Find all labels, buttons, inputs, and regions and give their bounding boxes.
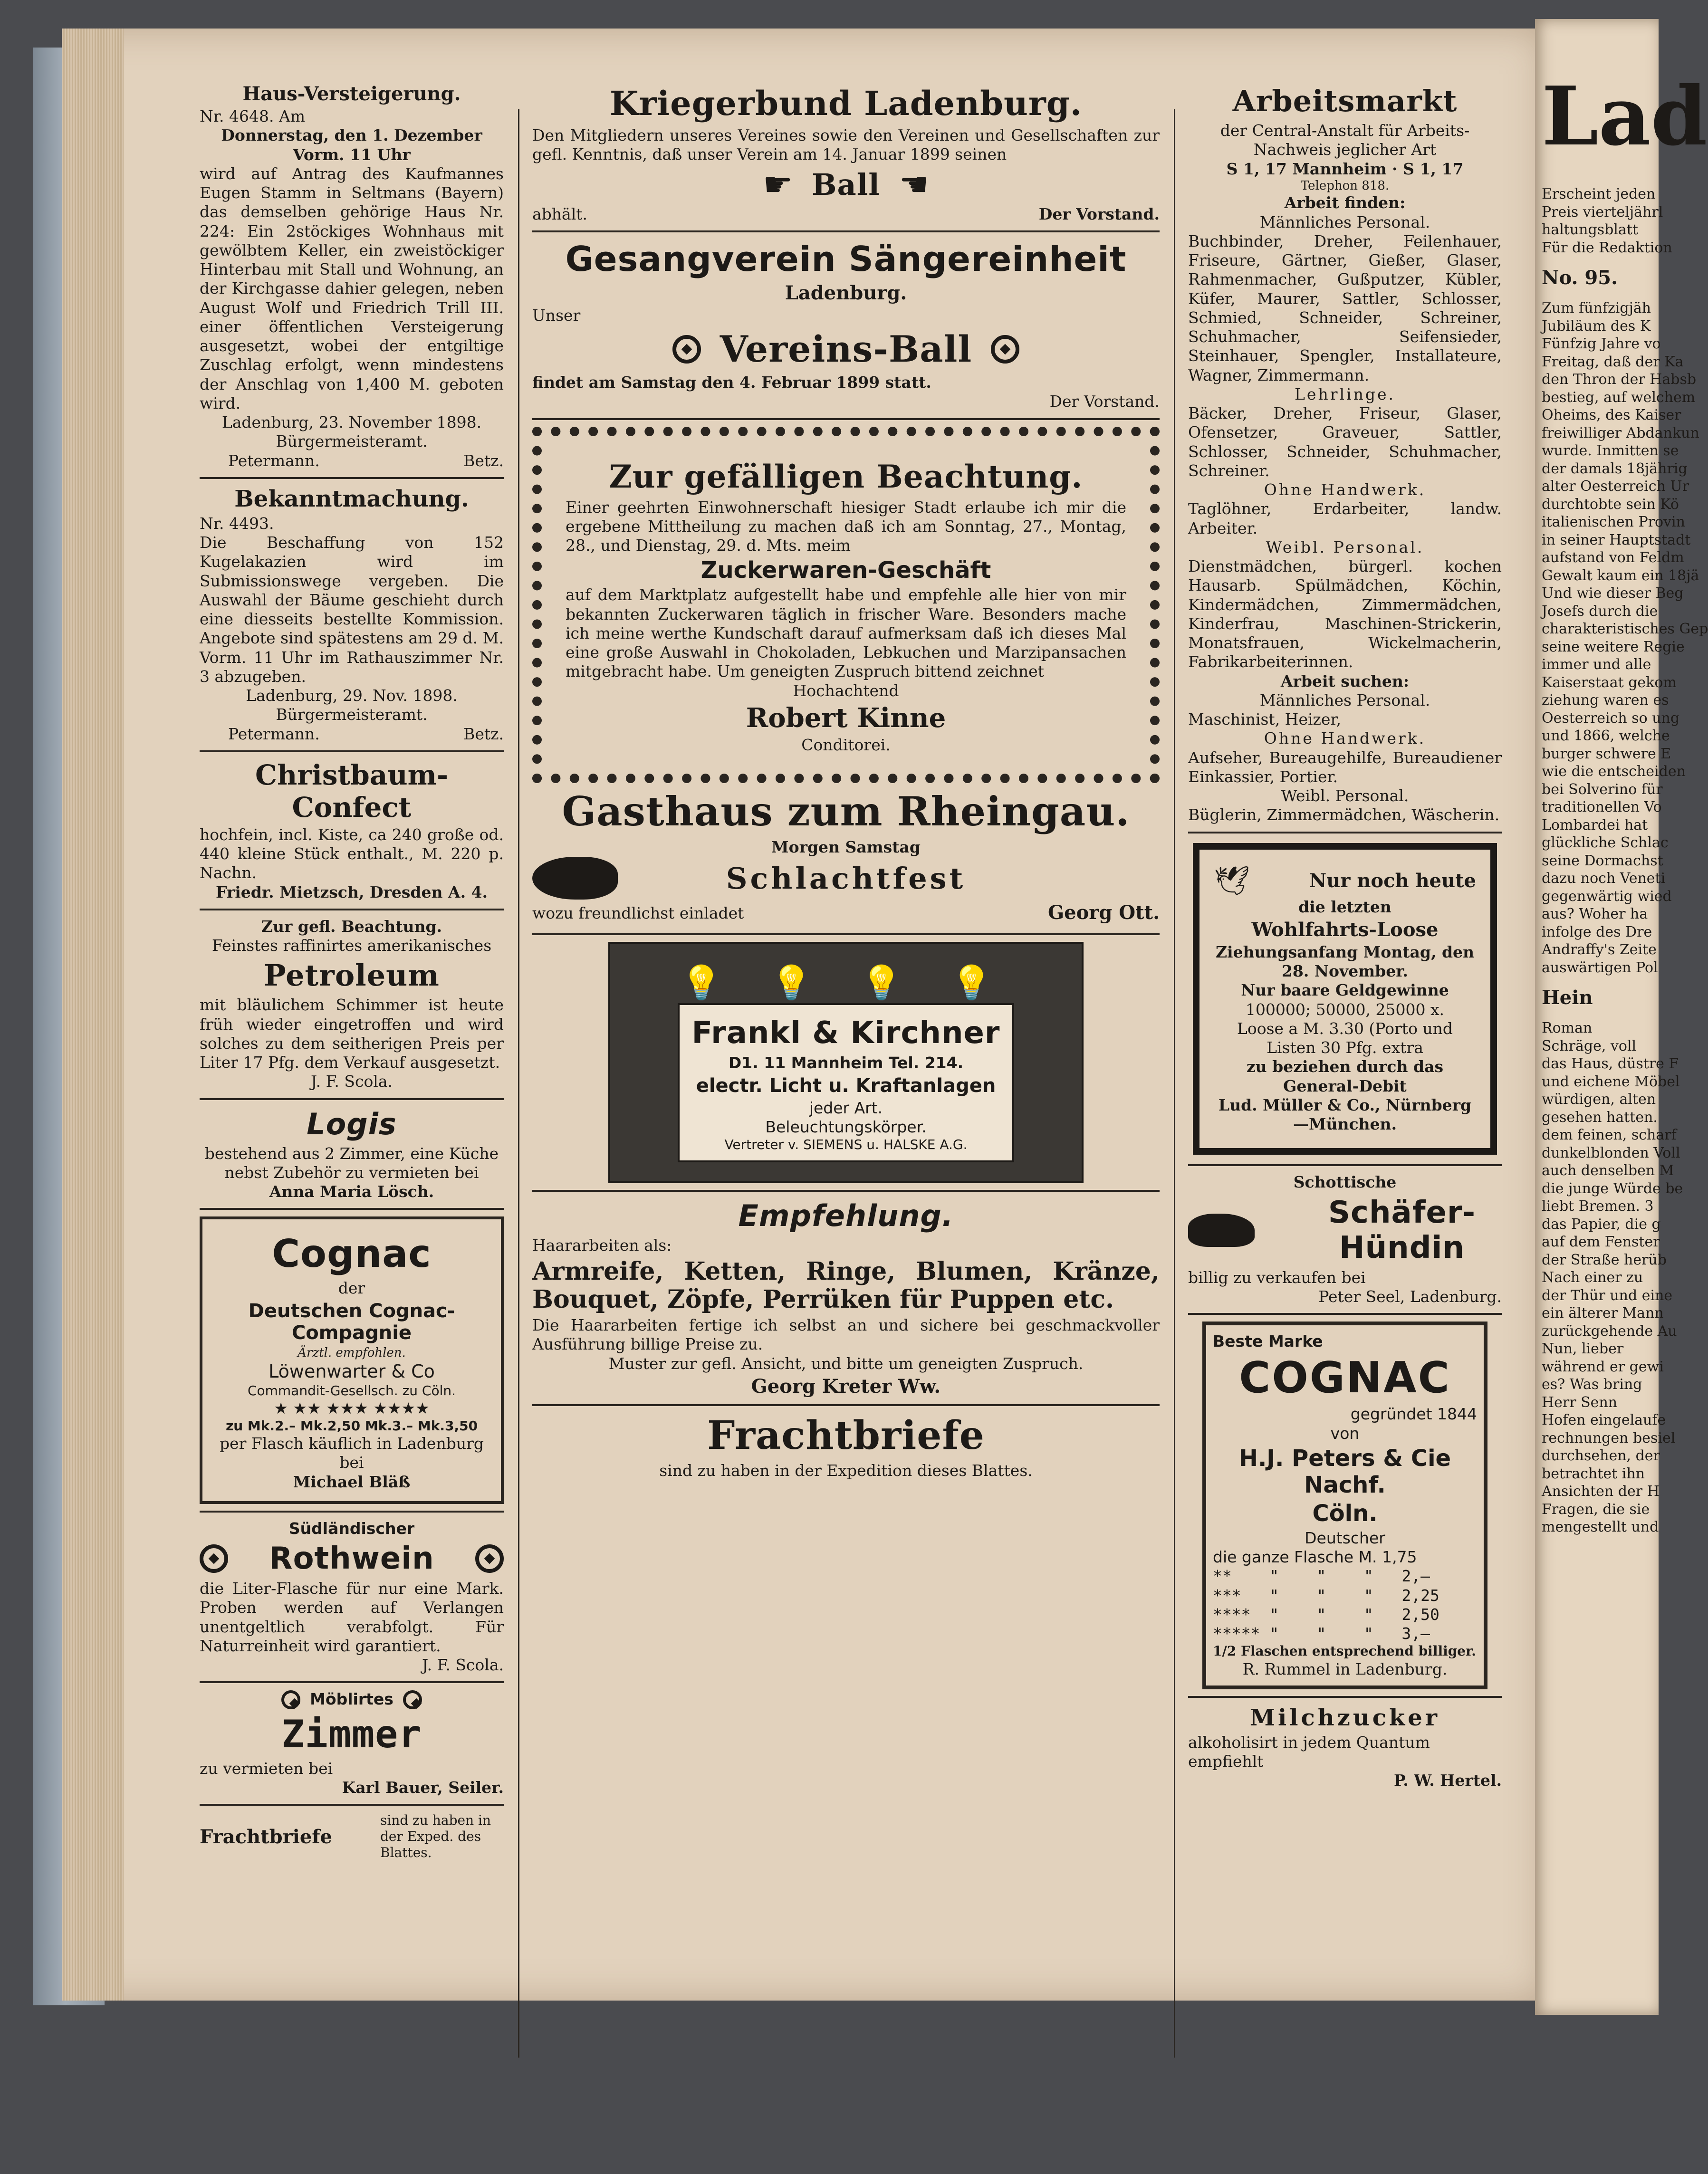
cognac1-der: der [338, 1279, 365, 1298]
arbeit-o-head: Ohne Handwerk. [1264, 480, 1426, 499]
empf-items: Armreife, Ketten, Ringe, Blumen, Kränze, Bouquet, Zöpfe, Perrüken für Puppen etc. [532, 1256, 1160, 1314]
arbeit-tel: Telephon 818. [1300, 178, 1390, 193]
hund-body: billig zu verkaufen bei [1188, 1268, 1366, 1287]
facing-page-line: dunkelblonden Voll [1542, 1144, 1680, 1161]
hund-sig: Peter Seel, Ladenburg. [1318, 1287, 1502, 1306]
ad-zuckerwaren [532, 427, 1160, 784]
rheingau-event-row [532, 857, 1160, 900]
facing-page-line: rechnungen besiel [1542, 1429, 1676, 1446]
ad-empfehlung [532, 1198, 1160, 1398]
facing-page-line: gegenwärtig wied [1542, 888, 1672, 905]
hund-row [1188, 1192, 1502, 1268]
lose-amounts: 100000; 50000, 25000 x. [1245, 1000, 1445, 1019]
facing-page-line: Zum fünfzigjäh [1542, 300, 1651, 316]
ad-frachtbriefe-large [532, 1413, 1160, 1480]
facing-page-line: Nun, lieber [1542, 1341, 1624, 1357]
hund-title: Schäfer-Hündin [1328, 1195, 1476, 1265]
facing-page-line: den Thron der Habsb [1542, 371, 1697, 388]
facing-page-line: und eichene Möbel [1542, 1073, 1680, 1090]
facing-page-line: haltungsblatt [1542, 221, 1638, 238]
ornament-icon [475, 1544, 504, 1573]
column-middle [532, 81, 1160, 1480]
petrol-sub: Feinstes raffinirtes amerikanisches [211, 936, 492, 955]
facing-page-line: freiwilliger Abdankun [1542, 424, 1699, 441]
facing-page-line: das Haus, düstre F [1542, 1055, 1679, 1072]
hund-head: Schottische [1293, 1173, 1397, 1192]
krieger-title: Kriegerbund Ladenburg. [609, 84, 1083, 123]
haus-nr: Nr. 4648. Am [200, 107, 306, 125]
krieger-sig: Der Vorstand. [1038, 204, 1160, 223]
facing-page-line: es? Was bring [1542, 1376, 1642, 1393]
lightbulb-icons: 💡 💡 💡 💡 [681, 963, 1011, 1003]
facing-page-line: Und wie dieser Beg [1542, 585, 1684, 602]
facing-page-line: auswärtigen Pol [1542, 959, 1658, 976]
facing-page-line: ein älterer Mann [1542, 1305, 1664, 1322]
facing-page-line: glückliche Schlac [1542, 834, 1669, 851]
zimmer-title: Zimmer [281, 1712, 422, 1756]
frankl-line2: jeder Art. [809, 1098, 883, 1117]
haus-body: wird auf Antrag des Kaufmannes Eugen Stamm in Seltmans (Bayern) das demselben gehörige Haus Nr. 224: Ein 2stöckiges Wohnhaus mit gewölbtem Keller, ein zweistöckiger Hinterbau mit Stall und Wohnung, an der Kirchgasse dahier gelegen, neben August Wolf und Friedrich Trill III. einer öffentlichen Versteigerung ausgesetzt, wobei der entgiltige Zuschlag erfolgt, wenn mindestens der Anschlag von 1,400 M. geboten wird. [200, 164, 504, 412]
facing-page-line: No. 95. [1542, 267, 1618, 289]
ad-gasthaus-rheingau [532, 788, 1160, 927]
pointing-hand-left-icon: ☚ [899, 165, 929, 204]
cognac1-maker: Löwenwarter & Co [269, 1361, 435, 1382]
divider [532, 1404, 1160, 1406]
ad-rothwein [200, 1519, 504, 1675]
milch-sig: P. W. Hertel. [1393, 1771, 1502, 1790]
frankl-panel [678, 1003, 1015, 1162]
rheingau-title: Gasthaus zum Rheingau. [562, 788, 1130, 835]
cognac2-p5: ***** " " " 3,— [1213, 1624, 1430, 1643]
facing-page-line: der damals 18jährig [1542, 460, 1688, 477]
lose-head-row [1214, 864, 1476, 898]
zucker-title: Zur gefälligen Beachtung. [609, 458, 1083, 495]
facing-page-line: durchsehen, der [1542, 1447, 1660, 1464]
page-edge [62, 29, 124, 2001]
facing-page-line: in seiner Hauptstadt [1542, 531, 1691, 548]
rothwein-title: Rothwein [269, 1541, 434, 1577]
zucker-greet: Hochachtend [793, 681, 899, 700]
facing-page-line: während er gewi [1542, 1358, 1664, 1375]
haus-sig-left: Petermann. [228, 451, 320, 470]
empf-title: Empfehlung. [738, 1198, 954, 1234]
facing-page-line: betrachtet ihn [1542, 1465, 1645, 1482]
cognac1-recommend: Ärztl. empfohlen. [297, 1345, 406, 1360]
rheingau-invite: wozu freundlichst einladet [532, 903, 744, 922]
cognac2-best: Beste Marke [1213, 1332, 1323, 1351]
haus-title: Haus-Versteigerung. [242, 83, 461, 105]
milch-title: Milchzucker [1249, 1704, 1440, 1731]
facing-page [1535, 19, 1708, 2015]
arbeit-sub: der Central-Anstalt für Arbeits-Nachweis jeglicher Art [1220, 121, 1470, 159]
facing-page-line: dazu noch Veneti [1542, 870, 1666, 887]
ornament-icon [672, 335, 701, 364]
ad-christbaum-confect [200, 759, 504, 902]
bekannt-sig-right: Betz. [463, 724, 504, 743]
christ-title: Christbaum-Confect [255, 758, 449, 824]
ornament-icon [403, 1690, 422, 1709]
krieger-foot [532, 205, 1160, 224]
facing-page-text [1535, 19, 1708, 1536]
divider [200, 1511, 504, 1513]
lose-draw: Ziehungsanfang Montag, den 28. November. [1215, 942, 1475, 981]
frankl-line3: Beleuchtungskörper. [765, 1117, 927, 1136]
gesang-place: Ladenburg. [785, 281, 907, 304]
divider [532, 230, 1160, 232]
frankl-line4: Vertreter v. SIEMENS u. HALSKE A.G. [724, 1137, 968, 1153]
ad-wohlfahrts-loose [1193, 843, 1497, 1155]
divider [532, 418, 1160, 420]
facing-page-line: ziehung waren es [1542, 692, 1669, 709]
arbeit-o-body: Taglöhner, Erdarbeiter, landw. Arbeiter. [1188, 499, 1502, 537]
ad-frachtbriefe-small [200, 1812, 504, 1861]
facing-page-line: Kaiserstaat gekom [1542, 674, 1677, 691]
facing-page-line: die junge Würde be [1542, 1180, 1683, 1197]
bekannt-sig-left: Petermann. [228, 724, 320, 743]
ad-milchzucker [1188, 1705, 1502, 1791]
facing-page-line: Für die Redaktion [1542, 239, 1672, 256]
bekannt-office: Bürgermeisteramt. [276, 705, 428, 724]
divider [532, 1190, 1160, 1192]
haus-signatures [200, 451, 504, 470]
facing-page-line: Hein [1542, 986, 1593, 1009]
bird-icon: 🕊 [1214, 864, 1250, 898]
lose-price: Loose a M. 3.30 (Porto und Listen 30 Pfg. extra [1237, 1019, 1453, 1057]
lose-via: zu beziehen durch das General-Debit [1246, 1057, 1444, 1095]
facing-page-line: Fragen, die sie [1542, 1501, 1650, 1518]
facing-page-line: burger schwere E [1542, 745, 1671, 762]
facing-page-line: Lombardei hat [1542, 816, 1648, 833]
arbeit-title: Arbeitsmarkt [1232, 84, 1458, 118]
cognac2-p2: ** " " " 2,— [1213, 1567, 1430, 1586]
divider [1188, 1164, 1502, 1166]
arbeit-sw-head: Weibl. Personal. [1281, 786, 1409, 805]
zimmer-sig: Karl Bauer, Seiler. [342, 1778, 504, 1797]
facing-page-line: alter Oesterreich Ur [1542, 478, 1689, 495]
arbeit-m-head: Männliches Personal. [1259, 212, 1430, 231]
arbeit-find: Arbeit finden: [1284, 193, 1406, 212]
rothwein-body: die Liter-Flasche für nur eine Mark. Proben werden auf Verlangen unentgeltlich verabfolgt. Für Naturreinheit wird garantiert. [200, 1579, 504, 1655]
arbeit-w-head: Weibl. Personal. [1266, 537, 1424, 556]
facing-page-line: mengestellt und [1542, 1519, 1659, 1535]
krieger-ball: Ball [812, 167, 880, 202]
divider [200, 477, 504, 479]
facing-page-line: Gewalt kaum ein 18jä [1542, 567, 1699, 584]
divider [1188, 1696, 1502, 1698]
zimmer-head-row [200, 1690, 504, 1709]
arbeit-sw-body: Büglerin, Zimmermädchen, Wäscherin. [1188, 805, 1500, 824]
arbeit-l-body: Bäcker, Dreher, Friseur, Glaser, Ofensetzer, Graveuer, Sattler, Schlosser, Schneider, Schuhmacher, Schreiner. [1188, 404, 1502, 480]
facing-page-line: Ansichten der H [1542, 1483, 1660, 1500]
divider [200, 750, 504, 752]
facing-page-line: Andraffy's Zeite [1542, 941, 1657, 958]
facing-page-line: wie die entscheiden [1542, 763, 1686, 780]
ornament-icon [281, 1690, 300, 1709]
cognac2-de: Deutscher [1305, 1528, 1385, 1547]
petrol-head: Zur gefl. Beachtung. [261, 917, 442, 936]
arbeit-addr: S 1, 17 Mannheim · S 1, 17 [1226, 159, 1464, 178]
ad-frankl-kirchner [608, 942, 1084, 1183]
arbeit-l-head: Lehrlinge. [1295, 384, 1395, 403]
facing-page-line: bei Solverino für [1542, 781, 1663, 798]
arbeit-so-head: Ohne Handwerk. [1264, 729, 1426, 748]
dog-icon [1188, 1214, 1255, 1247]
facing-page-line: Josefs durch die [1542, 603, 1658, 620]
cognac1-gesell: Commandit-Gesellsch. zu Cöln. [247, 1382, 456, 1398]
facing-page-line: aus? Woher ha [1542, 906, 1648, 922]
fracht2-title: Frachtbriefe [707, 1412, 985, 1458]
ad-haus-versteigerung [200, 83, 504, 470]
ad-gesangverein [532, 239, 1160, 412]
cognac2-sig: R. Rummel in Ladenburg. [1242, 1659, 1448, 1678]
arbeit-sm-body: Maschinist, Heizer, [1188, 710, 1342, 729]
pig-icon [532, 857, 618, 900]
christ-sender: Friedr. Mietzsch, Dresden A. 4. [215, 882, 488, 901]
column-left [200, 81, 504, 1861]
cognac2-p3: *** " " " 2,25 [1213, 1586, 1439, 1605]
logis-title: Logis [307, 1106, 397, 1141]
facing-page-line: Herr Senn [1542, 1394, 1618, 1411]
krieger-abhaelt: abhält. [532, 204, 588, 223]
cognac1-seller: Michael Bläß [293, 1472, 411, 1491]
divider [200, 1804, 504, 1806]
facing-page-line: italienischen Provin [1542, 514, 1685, 530]
frankl-line1: electr. Licht u. Kraftanlagen [696, 1074, 996, 1097]
divider [200, 1681, 504, 1683]
ornament-icon [991, 335, 1019, 364]
gesang-body: findet am Samstag den 4. Februar 1899 statt. [532, 373, 931, 392]
ad-kriegerbund [532, 84, 1160, 224]
cognac1-sold: per Flasch käuflich in Ladenburg bei [220, 1434, 484, 1472]
lose-sub: die letzten [1298, 897, 1391, 916]
ad-logis [200, 1107, 504, 1202]
facing-page-line: Freitag, daß der Ka [1542, 353, 1684, 370]
facing-page-line: gesehen hatten. [1542, 1109, 1658, 1126]
facing-page-line: aufstand von Feldm [1542, 549, 1684, 566]
haus-place: Ladenburg, 23. November 1898. [221, 413, 482, 431]
fracht2-body: sind zu haben in der Expedition dieses Blattes. [659, 1461, 1033, 1480]
petrol-sig: J. F. Scola. [310, 1072, 393, 1091]
facing-page-line: das Papier, die g [1542, 1216, 1661, 1233]
petrol-body: mit bläulichem Schimmer ist heute früh wieder eingetroffen und wird solches zu dem seitherigen Preis per Liter 17 Pfg. dem Verkauf ausgesetzt. [200, 996, 504, 1072]
gesang-ball: Vereins-Ball [720, 328, 972, 370]
facing-page-line: Roman [1542, 1020, 1593, 1036]
arbeit-m-body: Buchbinder, Dreher, Feilenhauer, Friseure, Gärtner, Gießer, Glaser, Rahmenmacher, Gußputzer, Kübler, Küfer, Maurer, Sattler, Schlosser, Schmied, Schneider, Schreiner, Schuhmacher, Seifensieder, Steinhauer, Spengler, Installateure, Wagner, Zimmermann. [1188, 231, 1502, 384]
cognac2-est: gegründet 1844 [1350, 1405, 1477, 1424]
facing-page-line: der Straße herüb [1542, 1251, 1667, 1268]
cognac2-brand: COGNAC [1239, 1353, 1451, 1403]
facing-page-line: Hofen eingelaufe [1542, 1412, 1666, 1428]
facing-page-line: immer und alle [1542, 656, 1651, 673]
bekannt-place: Ladenburg, 29. Nov. 1898. [246, 686, 458, 705]
facing-page-line: Nach einer zu [1542, 1269, 1643, 1286]
facing-page-line: Oheims, des Kaiser [1542, 407, 1681, 423]
milch-body: alkoholisirt in jedem Quantum empfiehlt [1188, 1733, 1430, 1771]
facing-page-line: und 1866, welche [1542, 728, 1670, 744]
petrol-title: Petroleum [264, 958, 440, 993]
haus-office: Bürgermeisteramt. [276, 432, 428, 451]
rothwein-head: Südländischer [288, 1519, 415, 1538]
cognac1-company: Deutschen Cognac-Compagnie [248, 1300, 455, 1344]
haus-sig-right: Betz. [463, 451, 504, 470]
divider [1188, 1313, 1502, 1315]
arbeit-sm-head: Männliches Personal. [1259, 690, 1430, 709]
facing-page-line: durchtobte sein Kö [1542, 496, 1679, 513]
zucker-intro: Einer geehrten Einwohnerschaft hiesiger Stadt erlaube ich mir die ergebene Mittheilung zu machen daß ich am Sonntag, 27., Montag, 28., und Dienstag, 29. d. Mts. meim [566, 498, 1126, 555]
zucker-body: auf dem Marktplatz aufgestellt habe und empfehle alle hier von mir bekannten Zuckerwaren täglich in frischer Ware. Besonders mache ich meine werthe Kundschaft darauf aufmerksam daß ich dieses Mal eine große Auswahl in Chokoladen, Lebkuchen und Marzipansachen mitgebracht habe. Um geneigten Zuspruch bittend zeichnet [566, 585, 1126, 681]
arbeit-so-body: Aufseher, Bureaugehilfe, Bureaudiener Einkassier, Portier. [1188, 748, 1502, 786]
facing-page-line: liebt Bremen. 3 [1542, 1198, 1654, 1215]
facing-page-line: seine weitere Regie [1542, 638, 1685, 655]
frankl-addr: D1. 11 Mannheim Tel. 214. [728, 1053, 964, 1073]
rheingau-when: Morgen Samstag [771, 838, 921, 856]
gesang-title: Gesangverein Sängereinheit [565, 239, 1127, 279]
haus-date: Donnerstag, den 1. Dezember [221, 126, 482, 145]
fracht1-title: Frachtbriefe [200, 1825, 332, 1848]
empf-body2: Muster zur gefl. Ansicht, und bitte um geneigten Zuspruch. [608, 1354, 1084, 1373]
facing-page-line: würdigen, alten [1542, 1091, 1656, 1108]
cognac1-brand: Cognac [272, 1232, 432, 1276]
facing-page-line: zurückgehende Au [1542, 1322, 1677, 1340]
zucker-shop: Zuckerwaren-Geschäft [700, 557, 991, 584]
ornament-icon [200, 1544, 228, 1573]
facing-page-line: Erscheint jeden [1542, 186, 1656, 202]
cognac2-maker: H.J. Peters & Cie Nachf. [1238, 1445, 1451, 1498]
ad-bekanntmachung [200, 486, 504, 744]
rheingau-event: Schlachtfest [726, 861, 966, 896]
fracht1-body: sind zu haben in der Exped. des Blattes. [380, 1812, 491, 1861]
logis-sig: Anna Maria Lösch. [269, 1182, 434, 1201]
cognac1-stars: ★ ★★ ★★★ ★★★★ [274, 1398, 430, 1417]
lose-seller: Lud. Müller & Co., Nürnberg—München. [1218, 1095, 1472, 1134]
pointing-hand-right-icon: ☛ [763, 165, 793, 204]
krieger-body: Den Mitgliedern unseres Vereines sowie den Vereinen und Gesellschaften zur gefl. Kenntnis, daß unser Verein am 14. Januar 1899 seinen [532, 126, 1160, 164]
facing-page-line: Fünfzig Jahre vo [1542, 335, 1661, 352]
zucker-role: Conditorei. [801, 735, 891, 754]
rothwein-sig: J. F. Scola. [422, 1656, 504, 1675]
gesang-ball-row [532, 325, 1160, 373]
facing-page-line: auf dem Fenster [1542, 1234, 1660, 1250]
arbeit-seek: Arbeit suchen: [1280, 671, 1410, 690]
gesang-sig: Der Vorstand. [1049, 392, 1160, 411]
facing-page-line: auch denselben M [1542, 1162, 1674, 1179]
facing-page-line: Schräge, voll [1542, 1037, 1637, 1054]
divider [200, 909, 504, 910]
divider [200, 1098, 504, 1100]
ad-zimmer [200, 1690, 504, 1797]
krieger-ball-row [532, 164, 1160, 205]
divider [532, 933, 1160, 935]
facing-page-line: traditionellen Vo [1542, 799, 1662, 815]
zimmer-head: Möblirtes [310, 1690, 393, 1709]
cognac2-city: Cöln. [1312, 1500, 1378, 1527]
divider [1188, 832, 1502, 833]
cognac2-p4: **** " " " 2,50 [1213, 1605, 1439, 1624]
facing-page-masthead: Lad [1542, 69, 1708, 164]
divider [200, 1208, 504, 1210]
empf-sig: Georg Kreter Ww. [751, 1375, 941, 1398]
facing-page-line: charakteristisches Gep [1542, 621, 1708, 637]
ad-arbeitsmarkt [1188, 84, 1502, 825]
lose-title: Wohlfahrts-Loose [1251, 918, 1439, 941]
bekannt-body: Die Beschaffung von 152 Kugelakazien wird im Submissionswege vergeben. Die Auswahl der Bäume geschieht durch eine diesseits bestellte Kommission. Angebote sind spätestens am 29 d. M. Vorm. 11 Uhr im Rathauszimmer Nr. 3 abzugeben. [200, 533, 504, 686]
empf-body: Die Haararbeiten fertige ich selbst an und sichere bei geschmackvoller Ausführung billige Preise zu. [532, 1316, 1160, 1354]
bekannt-signatures [200, 725, 504, 744]
facing-page-line: Jubiläum des K [1542, 317, 1651, 335]
facing-page-line: Preis vierteljährl [1542, 203, 1663, 220]
facing-page-line: infolge des Dre [1542, 923, 1652, 940]
facing-page-line: Oesterreich so ung [1542, 709, 1680, 727]
cognac1-prices: zu Mk.2.– Mk.2,50 Mk.3.– Mk.3,50 [225, 1417, 478, 1434]
christ-body: hochfein, incl. Kiste, ca 240 große od. 440 kleine Stück enthalt., M. 220 p. Nachn. [200, 825, 504, 882]
haus-time: Vorm. 11 Uhr [293, 145, 411, 164]
arbeit-w-body: Dienstmädchen, bürgerl. kochen Hausarb. Spülmädchen, Köchin, Kindermädchen, Zimmermädchen, Kinderfrau, Maschinen-Strickerin, Monatsfrauen, Wickelmacherin, Fabrikarbeiterinnen. [1188, 557, 1502, 671]
cognac2-per: die ganze Flasche M. 1,75 [1213, 1548, 1417, 1567]
bekannt-nr: Nr. 4493. [200, 514, 274, 533]
column-divider-1 [518, 109, 519, 2058]
zucker-sig: Robert Kinne [746, 702, 946, 734]
ad-petroleum [200, 917, 504, 1092]
ad-cognac-peters [1202, 1322, 1487, 1689]
cognac2-half: 1/2 Flaschen entsprechend billiger. [1213, 1643, 1477, 1659]
facing-page-line: der Thür und eine [1542, 1287, 1673, 1304]
rheingau-foot [532, 900, 1160, 927]
frankl-name: Frankl & Kirchner [691, 1015, 1000, 1051]
zimmer-body: zu vermieten bei [200, 1759, 333, 1778]
facing-page-line: bestieg, auf welchem [1542, 389, 1696, 406]
facing-page-line: wurde. Inmitten se [1542, 442, 1679, 459]
gesang-unser: Unser [532, 306, 581, 325]
rothwein-title-row [200, 1538, 504, 1579]
lose-head: Nur noch heute [1309, 869, 1476, 892]
column-right [1188, 81, 1502, 1791]
bekannt-title: Bekanntmachung. [234, 485, 469, 512]
ad-cognac-deutsche [200, 1216, 504, 1504]
facing-page-line: dem feinen, scharf [1542, 1127, 1677, 1143]
column-divider-2 [1174, 109, 1175, 2058]
rheingau-sig: Georg Ott. [1048, 901, 1160, 924]
lose-win: Nur baare Geldgewinne [1241, 981, 1449, 1000]
ad-schaeferhuendin [1188, 1173, 1502, 1306]
cognac2-von: von [1330, 1424, 1360, 1443]
logis-body: bestehend aus 2 Zimmer, eine Küche nebst Zubehör zu vermieten bei [204, 1144, 499, 1182]
empf-sub: Haararbeiten als: [532, 1236, 672, 1255]
facing-page-line: seine Dormachst [1542, 852, 1663, 869]
